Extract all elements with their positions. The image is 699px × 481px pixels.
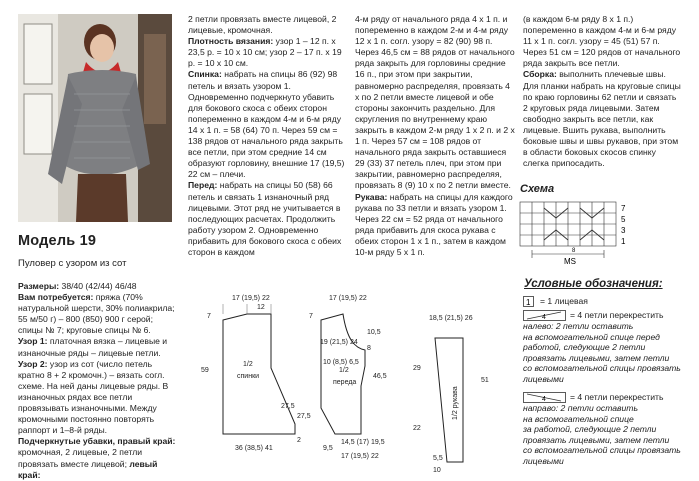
svg-text:59: 59 [201, 367, 209, 374]
legend-title: Условные обозначения: [524, 278, 663, 290]
sleeve-value: набрать на спицы для каждого рукава по 33 петли и вязать узором 1. Через 22 см = 52 ряда от начального ряда прибавить для скоса рукава с обеих сторон 1 х 1 п., затем в каждом 10-м ряду 5 х 1 п. [355, 191, 513, 257]
svg-text:17 (19,5) 22: 17 (19,5) 22 [232, 295, 270, 302]
pattern1-value: платочная вязка – лицевые и изнаночные ряды – лицевые петли. [18, 336, 168, 358]
column-4 [523, 14, 681, 169]
cross-left-symbol-icon [523, 310, 567, 321]
svg-text:1/2 рукава: 1/2 рукава [452, 386, 459, 420]
svg-text:17 (19,5) 22: 17 (19,5) 22 [341, 453, 379, 460]
svg-text:51: 51 [481, 377, 489, 384]
svg-text:1/2: 1/2 [339, 367, 349, 374]
pattern-sleeve [413, 315, 489, 474]
legend-cross-left-head: = 4 петли перекрестить [570, 310, 664, 320]
back-label: Спинка: [188, 69, 222, 80]
knit-symbol-icon [523, 296, 535, 307]
legend-cross-left-desc: налево: 2 петли оставить на вспомогательной спице перед работой, следующие 2 петли провязать лицевыми, затем петли со вспомогательной спицы провязать лицевыми [523, 321, 681, 384]
model-subtitle: Пуловер с узором из сот [18, 258, 127, 269]
decrease-label: Подчеркнутые убавки, правый край: [18, 436, 176, 447]
svg-text:22: 22 [413, 425, 421, 432]
row-label-1: 1 [621, 237, 626, 246]
pattern-pieces [195, 290, 515, 478]
svg-text:17 (19,5) 22: 17 (19,5) 22 [329, 295, 367, 302]
cross-right-symbol-icon [523, 392, 567, 403]
model-photo [18, 14, 172, 222]
svg-text:27,5: 27,5 [281, 403, 295, 410]
svg-text:10,5: 10,5 [367, 329, 381, 336]
pattern-front [297, 295, 387, 460]
need-label: Вам потребуется: [18, 292, 94, 303]
density-label: Плотность вязания: [188, 36, 274, 47]
column-4-sleeve-continued: (в каждом 6-м ряду 8 х 1 п.) попеременно в каждом 4-м и 6-м ряду 11 х 1 п. согл. узору = 45 (51) 57 п. Через 51 см = 120 рядов от начального ряда закрыть все петли. [523, 14, 681, 69]
svg-text:29: 29 [413, 365, 421, 372]
left-edge-label: левый край: [18, 458, 158, 480]
sizes-label: Размеры: [18, 281, 60, 291]
sleeve-label: Рукава: [355, 191, 388, 202]
column-2 [188, 14, 348, 258]
pattern2-value: узор из сот (число петель кратно 8 + 2 кромочн.) – вязать согл. схеме. На ней даны лицевые ряды. В изнаночных рядах все петли провязывать изнаночными. Между кромочными постоянно повторять раппорт и 1–8-й ряды. [18, 358, 169, 436]
column-3-front-continued: 4-м ряду от начального ряда 4 х 1 п. и попеременно в каждом 2-м и 4-м ряду 12 х 1 п. согл. узору = 82 (90) 98 п. Через 46,5 см = 88 рядов от начального ряда закрыть для горловины средние 16 п., при этом при закрытии, равномерно распределяя, провязать 4 х по 2 петли вместе лицевой и обе стороны закончить раздельно. Для скругления по внутреннему краю закрыть в каждом 2-м ряду 1 х 2 п. и 2 х 1 п. Через 57 см = 108 рядов от начального ряда закрыть оставшиеся 29 (33) 37 петель плеч, при этом при закрытии, равномерно распределяя, провязать 8 (9) 10 х по 2 петли вместе. [355, 14, 515, 191]
back-value: набрать на спицы 86 (92) 98 петель и вязать узором 1. Одновременно подчеркнуто убавить для бокового скоса с обеих сторон попеременно в каждом 4-м и 6-м ряду 14 х 1 п. = 58 (64) 70 п. Через 59 см = 138 рядов от начального ряда закрыть все петли, при этом средние 14 см образуют горловину, внешние 17 (19,5) 22 см – плечи. [188, 69, 345, 180]
row-label-3: 3 [621, 226, 626, 235]
column-3 [355, 14, 515, 258]
svg-text:4: 4 [542, 396, 546, 403]
need-value: пряжа (70% натуральной шерсти, 30% полиакрила; 55 м/50 г) – 800 (850) 900 г серой; спицы № 7; круговые спицы № 6. [18, 292, 175, 336]
svg-text:18,5 (21,5) 26: 18,5 (21,5) 26 [429, 315, 473, 322]
density-value: узор 1 – 12 п. х 23,5 р. = 10 х 10 см; узор 2 – 17 п. х 19 р. = 10 х 10 см. [188, 36, 342, 69]
decrease-value: кромочная, 2 лицевые, 2 петли провязать вместе лицевой; [18, 447, 143, 469]
legend-knit: = 1 лицевая [540, 296, 588, 306]
svg-text:1/2: 1/2 [243, 361, 253, 368]
svg-text:5,5: 5,5 [433, 455, 443, 462]
pattern1-label: Узор 1: [18, 336, 48, 347]
svg-text:спинки: спинки [237, 373, 260, 380]
svg-text:10 (8,5) 6,5: 10 (8,5) 6,5 [323, 359, 359, 366]
schema-title: Схема [520, 183, 555, 195]
svg-text:7: 7 [207, 313, 211, 320]
row-label-7: 7 [621, 204, 626, 213]
rapport-width-label: 8 [572, 248, 576, 254]
svg-text:36 (38,5) 41: 36 (38,5) 41 [235, 445, 273, 452]
svg-text:4: 4 [542, 314, 546, 321]
legend-cross-right-head: = 4 петли перекрестить [570, 392, 664, 402]
model-photo-illustration [18, 14, 172, 222]
model-title: Модель 19 [18, 233, 97, 249]
assembly-label: Сборка: [523, 69, 557, 80]
svg-text:1: 1 [526, 298, 531, 307]
pattern2-label: Узор 2: [18, 358, 48, 369]
assembly-value: выполнить плечевые швы. Для планки набрать на круговые спицы по краю горловины 62 петли и связать 2 круговых ряда лицевыми. Затем свободно закрыть все петли, как лицевые. Вшить рукава, выполнить боковые швы и швы рукавов, при этом в области боковых скосов спинку слегка припосадить. [523, 69, 681, 169]
legend-cross-right-desc: направо: 2 петли оставить на вспомогательной спице за работой, следующие 2 петли провязать лицевыми, затем петли со вспомогательной спицы провязать лицевыми [523, 403, 681, 466]
front-value: набрать на спицы 50 (58) 66 петель и связать 1 изнаночный ряд лицевыми. Этот ряд не учитывается в последующих расчетах. Продолжить работу узором 2. Одновременно прибавить для бокового скоса с обеих сторон в каждом [188, 180, 342, 257]
svg-text:8: 8 [367, 345, 371, 352]
row-label-5: 5 [621, 215, 626, 224]
column-2-intro: 2 петли провязать вместе лицевой, 2 лицевые, кромочная. [188, 14, 337, 36]
svg-text:27,5: 27,5 [297, 413, 311, 420]
svg-text:9,5: 9,5 [323, 445, 333, 452]
svg-text:12: 12 [257, 304, 265, 311]
front-label: Перед: [188, 180, 218, 191]
stitch-chart [518, 198, 638, 266]
svg-text:10: 10 [433, 467, 441, 474]
pattern-back [201, 295, 301, 452]
svg-text:14,5 (17) 19,5: 14,5 (17) 19,5 [341, 439, 385, 446]
svg-text:7: 7 [309, 313, 313, 320]
svg-text:2: 2 [297, 437, 301, 444]
sizes-value: 38/40 (42/44) 46/48 [59, 281, 137, 291]
rapport-label: MS [564, 257, 576, 266]
svg-text:46,5: 46,5 [373, 373, 387, 380]
column-1 [18, 281, 176, 481]
svg-text:переда: переда [333, 379, 357, 386]
svg-text:19 (21,5) 24: 19 (21,5) 24 [320, 339, 358, 346]
